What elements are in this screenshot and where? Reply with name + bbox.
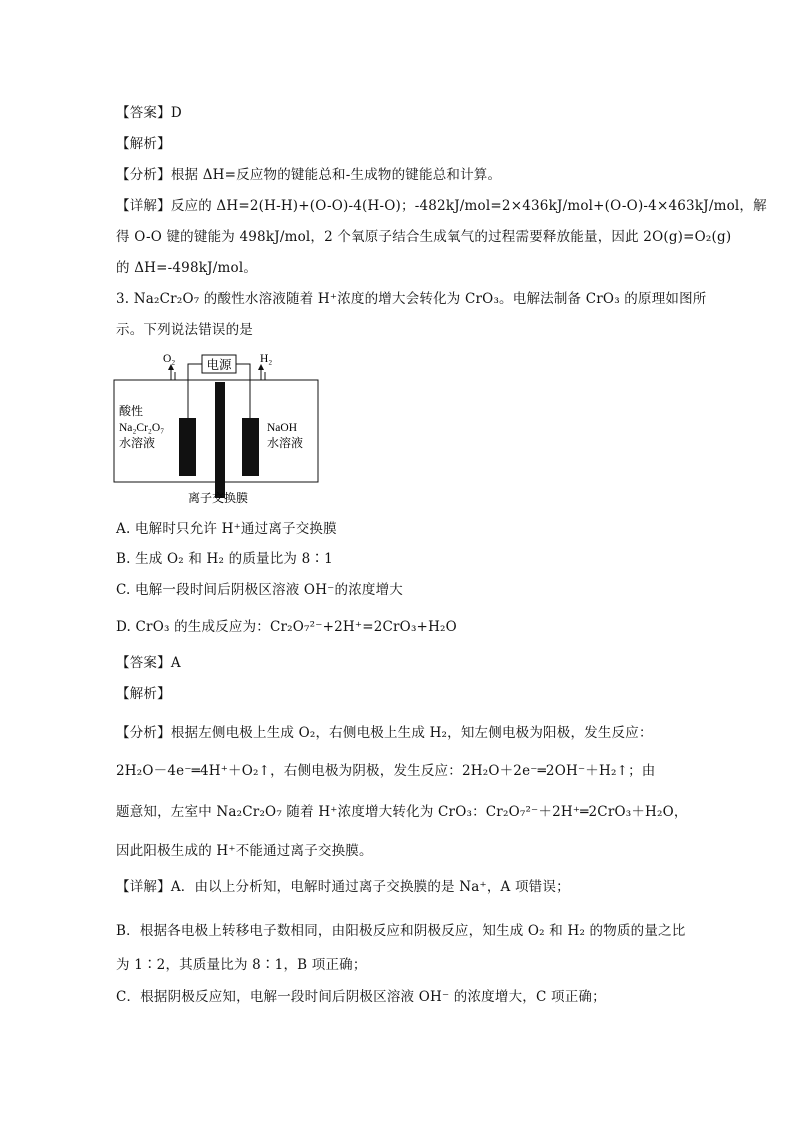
detail-tag: 【详解】 <box>116 198 171 214</box>
q3-detail-line-b2: 为 1∶2，其质量比为 8∶1，B 项正确； <box>116 957 367 973</box>
q3-fenxi-line-2: 2H₂O－4e⁻═4H⁺＋O₂↑，右侧电极为阴极，发生反应：2H₂O＋2e⁻═2OH⁻＋H₂↑；由 <box>116 763 656 779</box>
detail-text-a: A．由以上分析知，电解时通过离子交换膜的是 Na⁺，A 项错误； <box>170 879 570 895</box>
left-gas-label: O₂ <box>163 353 176 365</box>
anode-electrode <box>179 418 196 476</box>
q3-fenxi-line-3: 题意知，左室中 Na₂Cr₂O₇ 随着 H⁺浓度增大转化为 CrO₃：Cr₂O₇²⁻＋2H⁺═2CrO₃＋H₂O， <box>116 804 688 820</box>
power-supply-label: 电源 <box>206 358 232 372</box>
option-a: A. 电解时只允许 H⁺通过离子交换膜 <box>116 521 337 537</box>
q2-fenxi-line <box>116 166 501 184</box>
q2-answer-line <box>116 104 182 122</box>
right-gas-label: H₂ <box>260 353 273 365</box>
q2-analysis-tag: 【解析】 <box>116 136 171 152</box>
membrane-label: 离子交换膜 <box>187 491 249 505</box>
answer-tag: 【答案】 <box>116 655 171 671</box>
q3-analysis-tag: 【解析】 <box>116 686 171 702</box>
q3-stem-line-2: 示。下列说法错误的是 <box>116 322 253 338</box>
answer-value: A <box>170 655 181 671</box>
right-wire <box>236 364 250 418</box>
right-solution-label-2: 水溶液 <box>267 436 304 450</box>
left-wire <box>188 364 202 418</box>
right-solution-label-1: NaOH <box>267 422 298 434</box>
fenxi-text-1: 根据左侧电极上生成 O₂，右侧电极上生成 H₂，知左侧电极为阳极，发生反应： <box>170 725 653 741</box>
ion-exchange-membrane <box>215 382 225 498</box>
left-solution-label-3: 水溶液 <box>119 436 156 450</box>
answer-value: D <box>170 105 182 121</box>
q2-detail-line-3: 的 ΔH=-498kJ/mol。 <box>116 260 258 276</box>
fenxi-tag: 【分析】 <box>116 167 171 183</box>
q3-fenxi-line-4: 因此阳极生成的 H⁺不能通过离子交换膜。 <box>116 843 373 859</box>
electrolysis-diagram <box>112 348 324 508</box>
q2-detail-line-2: 得 O-O 键的键能为 498kJ/mol，2 个氧原子结合生成氧气的过程需要释放能量，因此 2O(g)=O₂(g) <box>116 229 732 245</box>
left-solution-label-1: 酸性 <box>119 404 144 418</box>
option-c: C. 电解一段时间后阴极区溶液 OH⁻的浓度增大 <box>116 582 403 598</box>
fenxi-text: 根据 ΔH=反应物的键能总和-生成物的键能总和计算。 <box>170 167 502 183</box>
fenxi-tag: 【分析】 <box>116 725 171 741</box>
q3-answer-line <box>116 654 181 672</box>
option-d: D. CrO₃ 的生成反应为：Cr₂O₇²⁻+2H⁺=2CrO₃+H₂O <box>116 619 457 635</box>
detail-text-1: 反应的 ΔH=2(H-H)+(O-O)-4(H-O)；-482kJ/mol=2×436kJ/mol+(O-O)-4×463kJ/mol，解 <box>170 198 767 214</box>
q2-detail-line-1 <box>116 197 767 215</box>
q3-stem-line-1: 3. Na₂Cr₂O₇ 的酸性水溶液随着 H⁺浓度的增大会转化为 CrO₃。电解法制备 CrO₃ 的原理如图所 <box>116 291 707 307</box>
option-b: B. 生成 O₂ 和 H₂ 的质量比为 8∶1 <box>116 551 333 567</box>
q3-fenxi-line-1 <box>116 724 653 742</box>
q3-detail-line-c: C．根据阴极反应知，电解一段时间后阴极区溶液 OH⁻ 的浓度增大，C 项正确； <box>116 989 606 1005</box>
left-solution-label-2: Na₂Cr₂O₇ <box>119 422 165 434</box>
q3-detail-line-b1: B．根据各电极上转移电子数相同，由阳极反应和阴极反应，知生成 O₂ 和 H₂ 的物质的量之比 <box>116 923 686 939</box>
answer-tag: 【答案】 <box>116 105 171 121</box>
cathode-electrode <box>242 418 259 476</box>
detail-tag: 【详解】 <box>116 879 171 895</box>
q3-detail-line-a <box>116 878 570 896</box>
